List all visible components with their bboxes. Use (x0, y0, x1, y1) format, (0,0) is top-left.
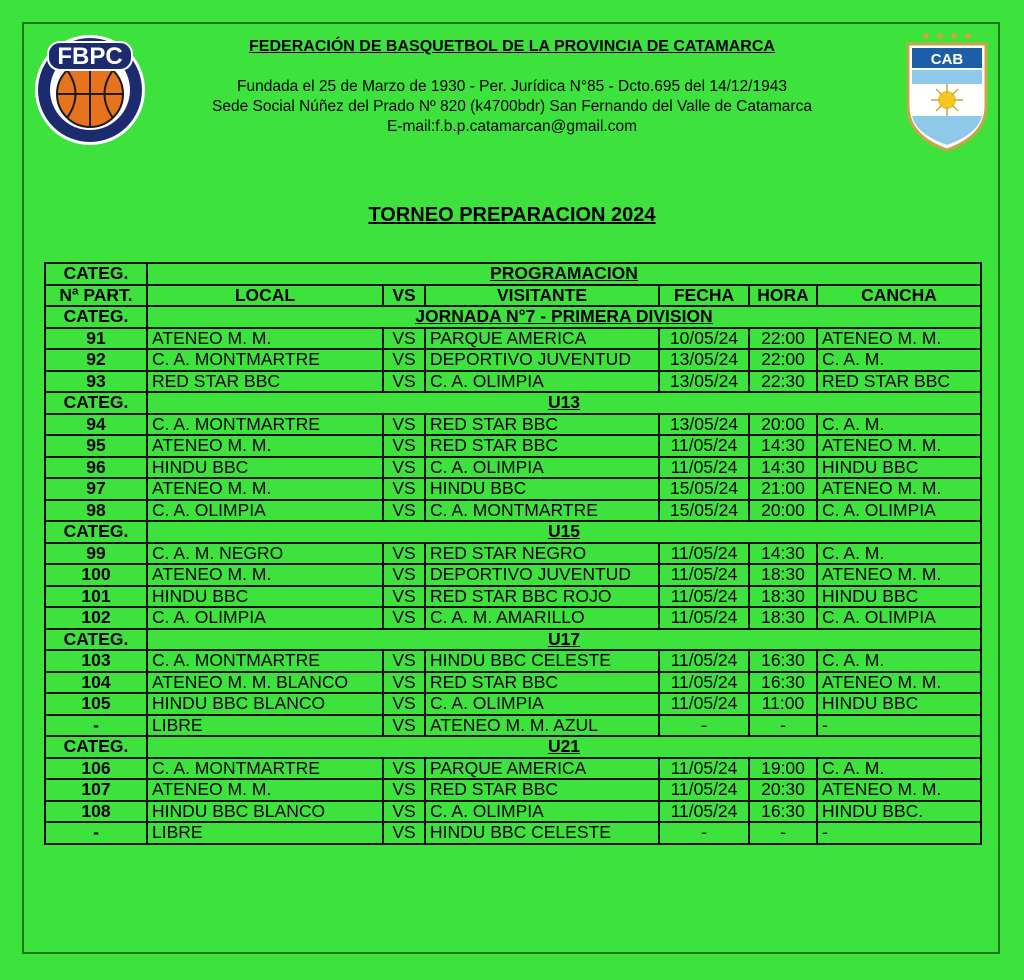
vs-label: VS (383, 543, 425, 565)
match-number: 105 (45, 693, 147, 715)
vs-label: VS (383, 801, 425, 823)
match-number: 106 (45, 758, 147, 780)
match-date: 11/05/24 (659, 779, 749, 801)
match-time: 14:30 (749, 543, 817, 565)
match-time: 16:30 (749, 801, 817, 823)
section-header-row (45, 306, 981, 328)
col-header-partido: Nª PART. (45, 285, 147, 307)
match-date: 11/05/24 (659, 650, 749, 672)
programacion-row (45, 263, 981, 285)
match-time: 20:00 (749, 500, 817, 522)
vs-label: VS (383, 371, 425, 393)
match-number: 104 (45, 672, 147, 694)
local-team: C. A. OLIMPIA (147, 500, 383, 522)
match-date: 11/05/24 (659, 564, 749, 586)
match-row (45, 543, 981, 565)
schedule-table (44, 262, 982, 845)
categ-label: CATEG. (45, 629, 147, 651)
vs-label: VS (383, 414, 425, 436)
vs-label: VS (383, 457, 425, 479)
local-team: HINDU BBC BLANCO (147, 693, 383, 715)
match-row (45, 693, 981, 715)
visitor-team: C. A. OLIMPIA (425, 693, 659, 715)
visitor-team: DEPORTIVO JUVENTUD (425, 564, 659, 586)
match-row (45, 328, 981, 350)
local-team: ATENEO M. M. (147, 328, 383, 350)
match-time: 22:00 (749, 328, 817, 350)
section-title: U21 (147, 736, 981, 758)
match-date: 11/05/24 (659, 607, 749, 629)
venue: ATENEO M. M. (817, 779, 981, 801)
match-date: 10/05/24 (659, 328, 749, 350)
match-number: 99 (45, 543, 147, 565)
venue: C. A. M. (817, 543, 981, 565)
match-number: 100 (45, 564, 147, 586)
match-time: 16:30 (749, 672, 817, 694)
venue: ATENEO M. M. (817, 672, 981, 694)
vs-label: VS (383, 693, 425, 715)
vs-label: VS (383, 779, 425, 801)
vs-label: VS (383, 478, 425, 500)
match-number: 102 (45, 607, 147, 629)
vs-label: VS (383, 349, 425, 371)
match-number: 93 (45, 371, 147, 393)
federation-name: FEDERACIÓN DE BASQUETBOL DE LA PROVINCIA DE CATAMARCA (249, 38, 775, 55)
col-header-fecha: FECHA (659, 285, 749, 307)
match-number: 92 (45, 349, 147, 371)
match-date: 11/05/24 (659, 435, 749, 457)
fbpc-logo (34, 34, 146, 146)
email-line: E-mail:f.b.p.catamarcan@gmail.com (386, 118, 638, 135)
logo-left-text: FBPC (57, 43, 123, 70)
match-date: 15/05/24 (659, 500, 749, 522)
col-header-cancha: CANCHA (817, 285, 981, 307)
match-date: 11/05/24 (659, 586, 749, 608)
vs-label: VS (383, 672, 425, 694)
visitor-team: PARQUE AMERICA (425, 758, 659, 780)
local-team: HINDU BBC (147, 457, 383, 479)
match-date: 11/05/24 (659, 543, 749, 565)
vs-label: VS (383, 328, 425, 350)
vs-label: VS (383, 564, 425, 586)
match-row (45, 758, 981, 780)
section-header-row (45, 629, 981, 651)
section-title: U13 (147, 392, 981, 414)
match-number: 95 (45, 435, 147, 457)
section-title: JORNADA N°7 - PRIMERA DIVISION (147, 306, 981, 328)
match-row (45, 801, 981, 823)
match-time: 18:30 (749, 564, 817, 586)
vs-label: VS (383, 758, 425, 780)
match-row (45, 414, 981, 436)
match-number: 98 (45, 500, 147, 522)
match-row (45, 672, 981, 694)
col-header-visitante: VISITANTE (425, 285, 659, 307)
local-team: HINDU BBC (147, 586, 383, 608)
match-row (45, 607, 981, 629)
venue: ATENEO M. M. (817, 478, 981, 500)
match-time: - (749, 822, 817, 844)
match-date: 11/05/24 (659, 693, 749, 715)
section-header-row (45, 736, 981, 758)
match-number: 94 (45, 414, 147, 436)
match-date: 11/05/24 (659, 457, 749, 479)
section-header-row (45, 392, 981, 414)
venue: C. A. M. (817, 349, 981, 371)
venue: RED STAR BBC (817, 371, 981, 393)
venue: ATENEO M. M. (817, 328, 981, 350)
venue: C. A. OLIMPIA (817, 607, 981, 629)
tournament-title: TORNEO PREPARACION 2024 (368, 204, 656, 226)
local-team: RED STAR BBC (147, 371, 383, 393)
visitor-team: PARQUE AMERICA (425, 328, 659, 350)
match-time: 19:00 (749, 758, 817, 780)
visitor-team: ATENEO M. M. AZUL (425, 715, 659, 737)
match-row (45, 371, 981, 393)
venue: - (817, 715, 981, 737)
match-number: - (45, 822, 147, 844)
match-time: 14:30 (749, 457, 817, 479)
address-line: Sede Social Núñez del Prado Nº 820 (k4700bdr) San Fernando del Valle de Catamarca (212, 98, 812, 115)
logo-right-text: CAB (930, 51, 964, 68)
col-header-local: LOCAL (147, 285, 383, 307)
match-time: 14:30 (749, 435, 817, 457)
vs-label: VS (383, 822, 425, 844)
categ-label: CATEG. (45, 736, 147, 758)
match-date: 13/05/24 (659, 349, 749, 371)
match-time: 22:00 (749, 349, 817, 371)
visitor-team: RED STAR BBC (425, 435, 659, 457)
venue: ATENEO M. M. (817, 435, 981, 457)
match-date: 11/05/24 (659, 672, 749, 694)
section-title: U17 (147, 629, 981, 651)
match-time: 11:00 (749, 693, 817, 715)
visitor-team: C. A. M. AMARILLO (425, 607, 659, 629)
match-time: - (749, 715, 817, 737)
local-team: C. A. MONTMARTRE (147, 414, 383, 436)
venue: C. A. M. (817, 650, 981, 672)
local-team: ATENEO M. M. (147, 478, 383, 500)
match-time: 20:30 (749, 779, 817, 801)
local-team: C. A. M. NEGRO (147, 543, 383, 565)
founded-line: Fundada el 25 de Marzo de 1930 - Per. Jurídica N°85 - Dcto.695 del 14/12/1943 (237, 78, 787, 95)
venue: C. A. M. (817, 758, 981, 780)
match-row (45, 586, 981, 608)
venue: HINDU BBC (817, 693, 981, 715)
vs-label: VS (383, 500, 425, 522)
match-date: 15/05/24 (659, 478, 749, 500)
local-team: HINDU BBC BLANCO (147, 801, 383, 823)
vs-label: VS (383, 715, 425, 737)
match-row (45, 650, 981, 672)
visitor-team: HINDU BBC CELESTE (425, 822, 659, 844)
match-number: 91 (45, 328, 147, 350)
match-date: 13/05/24 (659, 414, 749, 436)
visitor-team: RED STAR BBC (425, 672, 659, 694)
local-team: LIBRE (147, 715, 383, 737)
vs-label: VS (383, 435, 425, 457)
match-date: - (659, 715, 749, 737)
match-row (45, 349, 981, 371)
venue: ATENEO M. M. (817, 564, 981, 586)
venue: C. A. OLIMPIA (817, 500, 981, 522)
visitor-team: DEPORTIVO JUVENTUD (425, 349, 659, 371)
local-team: ATENEO M. M. (147, 564, 383, 586)
match-time: 20:00 (749, 414, 817, 436)
categ-label: CATEG. (45, 263, 147, 285)
match-number: - (45, 715, 147, 737)
match-row (45, 715, 981, 737)
visitor-team: HINDU BBC (425, 478, 659, 500)
col-header-hora: HORA (749, 285, 817, 307)
section-header-row (45, 521, 981, 543)
local-team: LIBRE (147, 822, 383, 844)
match-date: 11/05/24 (659, 758, 749, 780)
match-time: 18:30 (749, 607, 817, 629)
visitor-team: RED STAR BBC (425, 414, 659, 436)
match-date: 11/05/24 (659, 801, 749, 823)
match-date: - (659, 822, 749, 844)
match-number: 97 (45, 478, 147, 500)
section-title: U15 (147, 521, 981, 543)
match-row (45, 457, 981, 479)
venue: HINDU BBC (817, 457, 981, 479)
match-time: 22:30 (749, 371, 817, 393)
match-number: 103 (45, 650, 147, 672)
visitor-team: C. A. OLIMPIA (425, 457, 659, 479)
match-row (45, 478, 981, 500)
categ-label: CATEG. (45, 521, 147, 543)
venue: - (817, 822, 981, 844)
categ-label: CATEG. (45, 306, 147, 328)
programacion-label: PROGRAMACION (147, 263, 981, 285)
match-row (45, 564, 981, 586)
match-row (45, 500, 981, 522)
match-number: 107 (45, 779, 147, 801)
venue: HINDU BBC (817, 586, 981, 608)
col-header-vs: VS (383, 285, 425, 307)
local-team: ATENEO M. M. (147, 435, 383, 457)
local-team: ATENEO M. M. BLANCO (147, 672, 383, 694)
venue: C. A. M. (817, 414, 981, 436)
visitor-team: RED STAR BBC (425, 779, 659, 801)
vs-label: VS (383, 650, 425, 672)
match-time: 21:00 (749, 478, 817, 500)
match-number: 101 (45, 586, 147, 608)
visitor-team: C. A. MONTMARTRE (425, 500, 659, 522)
match-row (45, 822, 981, 844)
match-time: 16:30 (749, 650, 817, 672)
local-team: C. A. MONTMARTRE (147, 349, 383, 371)
vs-label: VS (383, 586, 425, 608)
local-team: C. A. MONTMARTRE (147, 758, 383, 780)
local-team: ATENEO M. M. (147, 779, 383, 801)
match-time: 18:30 (749, 586, 817, 608)
visitor-team: HINDU BBC CELESTE (425, 650, 659, 672)
categ-label: CATEG. (45, 392, 147, 414)
cab-logo (904, 28, 990, 152)
local-team: C. A. MONTMARTRE (147, 650, 383, 672)
venue: HINDU BBC. (817, 801, 981, 823)
visitor-team: RED STAR NEGRO (425, 543, 659, 565)
match-row (45, 779, 981, 801)
visitor-team: C. A. OLIMPIA (425, 371, 659, 393)
visitor-team: C. A. OLIMPIA (425, 801, 659, 823)
visitor-team: RED STAR BBC ROJO (425, 586, 659, 608)
match-number: 108 (45, 801, 147, 823)
match-date: 13/05/24 (659, 371, 749, 393)
match-number: 96 (45, 457, 147, 479)
local-team: C. A. OLIMPIA (147, 607, 383, 629)
vs-label: VS (383, 607, 425, 629)
column-header-row (45, 285, 981, 307)
match-row (45, 435, 981, 457)
